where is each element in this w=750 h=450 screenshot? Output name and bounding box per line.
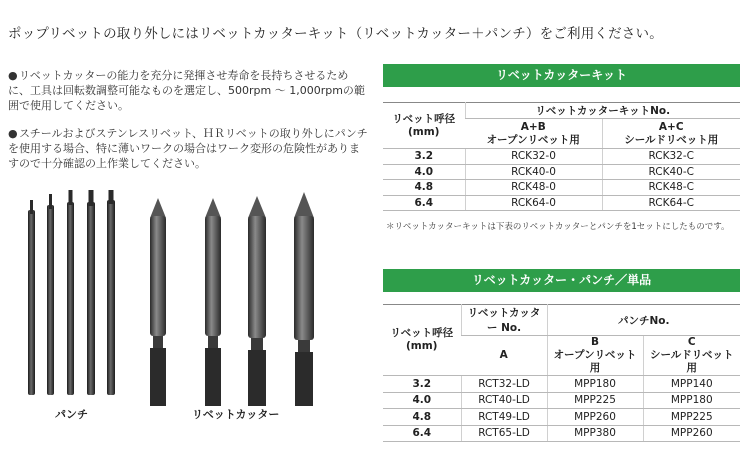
kit-open-rivet-header: A+B オープンリベット用 [465,119,602,149]
tool-photo [10,190,340,420]
usage-note-rpm [8,68,368,113]
size-cell: 3.2 [383,149,465,165]
kit-open-cell: RCK40-0 [465,164,602,180]
bullet-mark: ● [8,127,18,140]
size-cell: 4.8 [383,180,465,196]
table-row [383,149,740,165]
table-row [383,392,740,409]
cutter-caption: リベットカッター [192,408,280,421]
table-row [383,195,740,211]
usage-note-punch-text: スチールおよびステンレスリベット、ＨＲリベットの取り外しにパンチを使用する場合、特に薄いワークの場合はワーク変形の危険性がありますので十分確認の上作業してください。 [8,127,368,170]
usage-note-rpm-text: リベットカッターの能力を充分に発揮させ寿命を長持ちさせるために、工具は回転数調整可能なものを選定し、500rpm ～ 1,000rpmの範囲で使用してください。 [8,69,365,112]
usage-note-punch [8,126,368,171]
kit-open-cell: RCK64-0 [465,195,602,211]
parts-size-header [383,305,461,376]
cutter-no-header: リベットカッター No. [461,305,547,336]
size-cell: 4.0 [383,164,465,180]
kit-table-title: リベットカッターキット [383,64,740,87]
punch-sealed-cell: MPP180 [643,392,740,409]
rivet-cutter-tools [150,192,314,406]
cutter-cell: RCT49-LD [461,409,547,426]
punch-sealed-cell: MPP140 [643,376,740,393]
size-cell: 4.8 [383,409,461,426]
kit-sealed-cell: RCK64-C [602,195,740,211]
punch-open-cell: MPP380 [547,425,643,442]
punch-open-cell: MPP260 [547,409,643,426]
parts-table [383,304,740,442]
table-row [383,164,740,180]
punch-sealed-header: C シールドリベット用 [643,336,740,376]
kit-open-cell: RCK32-0 [465,149,602,165]
cutter-cell: RCT32-LD [461,376,547,393]
page-headline: ポップリベットの取り外しにはリベットカッターキット（リベットカッター＋パンチ）をご利用ください。 [8,26,663,42]
parts-table-title: リベットカッター・パンチ／単品 [383,269,740,292]
size-cell: 6.4 [383,425,461,442]
table-row [383,425,740,442]
punch-open-header: B オープンリベット用 [547,336,643,376]
punch-open-cell: MPP180 [547,376,643,393]
kit-no-header: リベットカッターキットNo. [465,103,740,119]
size-cell: 6.4 [383,195,465,211]
punch-no-header: パンチNo. [547,305,740,336]
kit-table [383,102,740,211]
size-cell: 3.2 [383,376,461,393]
kit-sealed-rivet-header: A+C シールドリベット用 [602,119,740,149]
kit-sealed-cell: RCK48-C [602,180,740,196]
punch-sealed-cell: MPP260 [643,425,740,442]
bullet-mark: ● [8,69,18,82]
table-row [383,180,740,196]
cutter-cell: RCT65-LD [461,425,547,442]
kit-sealed-cell: RCK32-C [602,149,740,165]
kit-footnote: ＊リベットカッターキットは下表のリベットカッターとパンチを1セットにしたものです。 [386,222,730,232]
punch-tools [28,190,115,395]
punch-sealed-cell: MPP225 [643,409,740,426]
parts-size-header-label: リベット呼径 (mm) [390,327,454,352]
punch-open-cell: MPP225 [547,392,643,409]
cutter-cell: RCT40-LD [461,392,547,409]
kit-sealed-cell: RCK40-C [602,164,740,180]
punch-caption: パンチ [55,408,88,421]
kit-size-header-label: リベット呼径 (mm) [392,112,456,138]
table-row [383,376,740,393]
kit-size-header [383,103,465,149]
table-row [383,409,740,426]
kit-open-cell: RCK48-0 [465,180,602,196]
cutter-a-header: A [461,336,547,376]
size-cell: 4.0 [383,392,461,409]
